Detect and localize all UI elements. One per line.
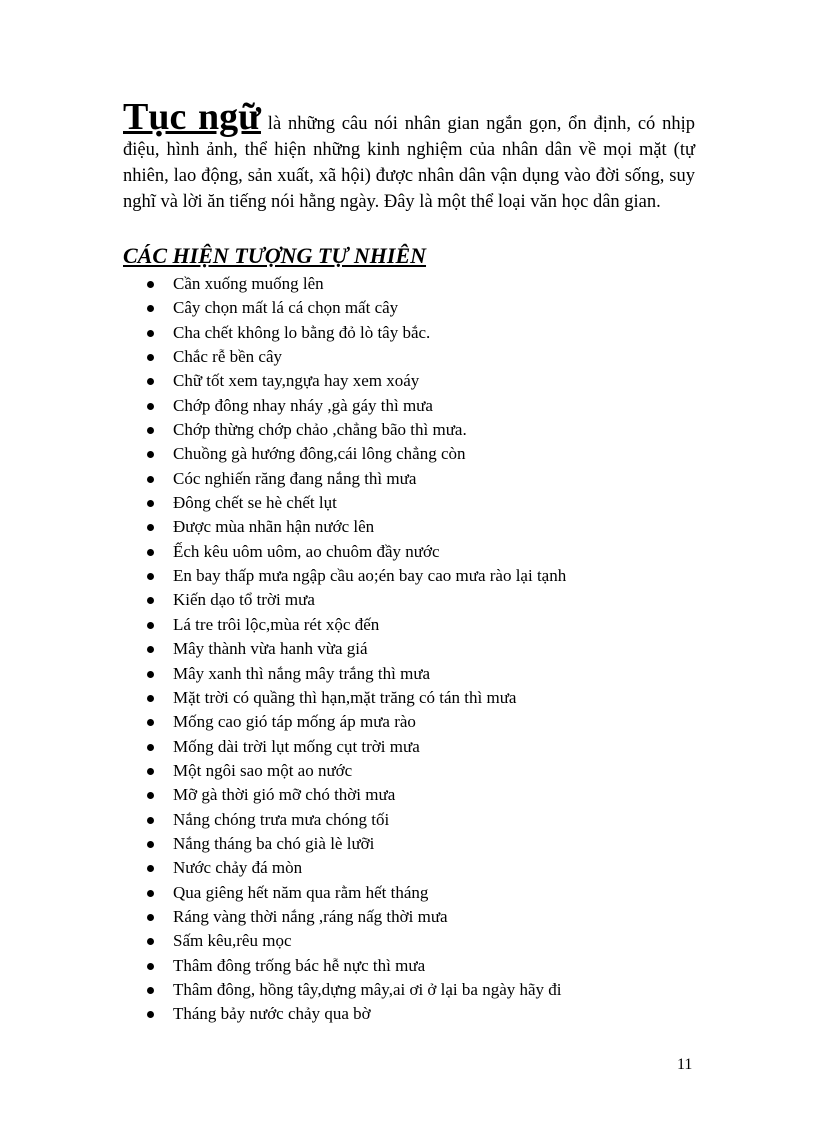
list-item [123, 394, 723, 418]
list-item-text: Nước chảy đá mòn [173, 858, 303, 878]
bullet-icon [147, 914, 154, 921]
list-item-text: Được mùa nhãn hận nước lên [173, 517, 375, 537]
list-item [123, 759, 723, 783]
list-item-text: Nắng chóng trưa mưa chóng tối [173, 809, 390, 829]
list-item-text: Mây xanh thì nắng mây trắng thì mưa [173, 663, 431, 683]
section-title: CÁC HIỆN TƯỢNG TỰ NHIÊN [123, 243, 427, 268]
bullet-icon [147, 378, 154, 385]
list-item-text: En bay thấp mưa ngập cầu ao;én bay cao mưa rào lại tạnh [173, 566, 567, 586]
list-item-text: Chớp đông nhay nháy ,gà gáy thì mưa [173, 395, 433, 415]
list-item [123, 442, 723, 466]
bullet-icon [147, 744, 154, 751]
list-item [123, 491, 723, 515]
intro-term: Tục ngữ [123, 96, 261, 138]
list-item [123, 467, 723, 491]
bullet-icon [147, 354, 154, 361]
bullet-icon [147, 695, 154, 702]
list-item-text: Tháng bảy nước chảy qua bờ [173, 1004, 371, 1024]
list-item-text: Mây thành vừa hanh vừa giá [173, 639, 368, 659]
list-item-text: Sấm kêu,rêu mọc [173, 931, 292, 951]
list-item [123, 564, 723, 588]
list-item-text: Đông chết se hè chết lụt [173, 493, 337, 513]
list-item-text: Qua giêng hết năm qua rằm hết tháng [173, 882, 429, 902]
bullet-icon [147, 768, 154, 775]
bullet-icon [147, 671, 154, 678]
bullet-icon [147, 841, 154, 848]
bullet-icon [147, 597, 154, 604]
bullet-icon [147, 305, 154, 312]
bullet-icon [147, 622, 154, 629]
page-number: 11 [677, 1056, 693, 1073]
bullet-icon [147, 646, 154, 653]
list-item [123, 978, 723, 1002]
list-item [123, 613, 723, 637]
list-item [123, 686, 723, 710]
list-item [123, 272, 723, 296]
list-item [123, 418, 723, 442]
bullet-icon [147, 281, 154, 288]
bullet-icon [147, 865, 154, 872]
list-item-text: Chắc rễ bền cây [173, 347, 283, 367]
list-item-text: Chớp thừng chớp chảo ,chẳng bão thì mưa. [173, 420, 467, 440]
bullet-icon [147, 1011, 154, 1018]
bullet-icon [147, 403, 154, 410]
list-item [123, 1002, 723, 1026]
list-item-text: Mỡ gà thời gió mỡ chó thời mưa [173, 785, 396, 805]
list-item-text: Cần xuống muống lên [173, 274, 324, 293]
list-item-text: Thâm đông, hồng tây,dựng mây,ai ơi ở lại ba ngày hãy đi [173, 979, 562, 999]
list-item-text: Mống cao gió táp mống áp mưa rào [173, 712, 416, 732]
list-item-text: Một ngôi sao một ao nước [173, 760, 353, 780]
list-item-text: Mặt trời có quầng thì hạn,mặt trăng có tán thì mưa [173, 687, 517, 707]
list-item [123, 588, 723, 612]
list-item-text: Mống dài trời lụt mống cụt trời mưa [173, 736, 420, 756]
bullet-icon [147, 500, 154, 507]
list-item-text: Nắng tháng ba chó già lè lưỡi [173, 833, 375, 853]
bullet-icon [147, 890, 154, 897]
list-item-text: Cây chọn mất lá cá chọn mất cây [173, 298, 399, 318]
list-item [123, 345, 723, 369]
list-item [123, 954, 723, 978]
list-item [123, 905, 723, 929]
bullet-icon [147, 330, 154, 337]
bullet-icon [147, 938, 154, 945]
bullet-icon [147, 476, 154, 483]
bullet-icon [147, 817, 154, 824]
list-item [123, 540, 723, 564]
list-item-text: Kiến dạo tổ trời mưa [173, 590, 315, 610]
list-item-text: Chữ tốt xem tay,ngựa hay xem xoáy [173, 371, 420, 391]
list-item [123, 710, 723, 734]
bullet-icon [147, 963, 154, 970]
proverb-list [123, 272, 723, 1027]
list-item-text: Cha chết không lo bằng đỏ lò tây bắc. [173, 322, 431, 342]
list-item [123, 637, 723, 661]
list-item-text: Thâm đông trống bác hễ nực thì mưa [173, 955, 426, 975]
list-item [123, 783, 723, 807]
list-item [123, 369, 723, 393]
list-item [123, 515, 723, 539]
list-item-text: Ếch kêu uôm uôm, ao chuôm đầy nước [173, 541, 440, 561]
list-item [123, 735, 723, 759]
bullet-icon [147, 427, 154, 434]
list-item [123, 881, 723, 905]
bullet-icon [147, 719, 154, 726]
intro-paragraph [123, 96, 695, 215]
bullet-icon [147, 792, 154, 799]
list-item-text: Chuồng gà hướng đông,cái lông chẳng còn [173, 444, 466, 464]
bullet-icon [147, 987, 154, 994]
bullet-icon [147, 524, 154, 531]
list-item [123, 929, 723, 953]
bullet-icon [147, 451, 154, 458]
list-item-text: Lá tre trôi lộc,mùa rét xộc đến [173, 614, 380, 634]
intro-text: là những câu nói nhân gian ngắn gọn, ổn định, có nhịp điệu, hình ảnh, thể hiện những kinh nghiệm của nhân dân về mọi mặt (tự nhiên, lao động, sản xuất, xã hội) được nhân dân vận dụng vào đời sống, suy nghĩ và lời ăn tiếng nói hằng ngày. Đây là một thể loại văn học dân gian. [123, 114, 695, 212]
list-item-text: Ráng vàng thời nắng ,ráng nấg thời mưa [173, 906, 448, 926]
list-item [123, 856, 723, 880]
bullet-icon [147, 549, 154, 556]
list-item [123, 321, 723, 345]
list-item [123, 832, 723, 856]
list-item [123, 808, 723, 832]
list-item [123, 662, 723, 686]
list-item [123, 296, 723, 320]
list-item-text: Cóc nghiến răng đang nắng thì mưa [173, 468, 417, 488]
bullet-icon [147, 573, 154, 580]
